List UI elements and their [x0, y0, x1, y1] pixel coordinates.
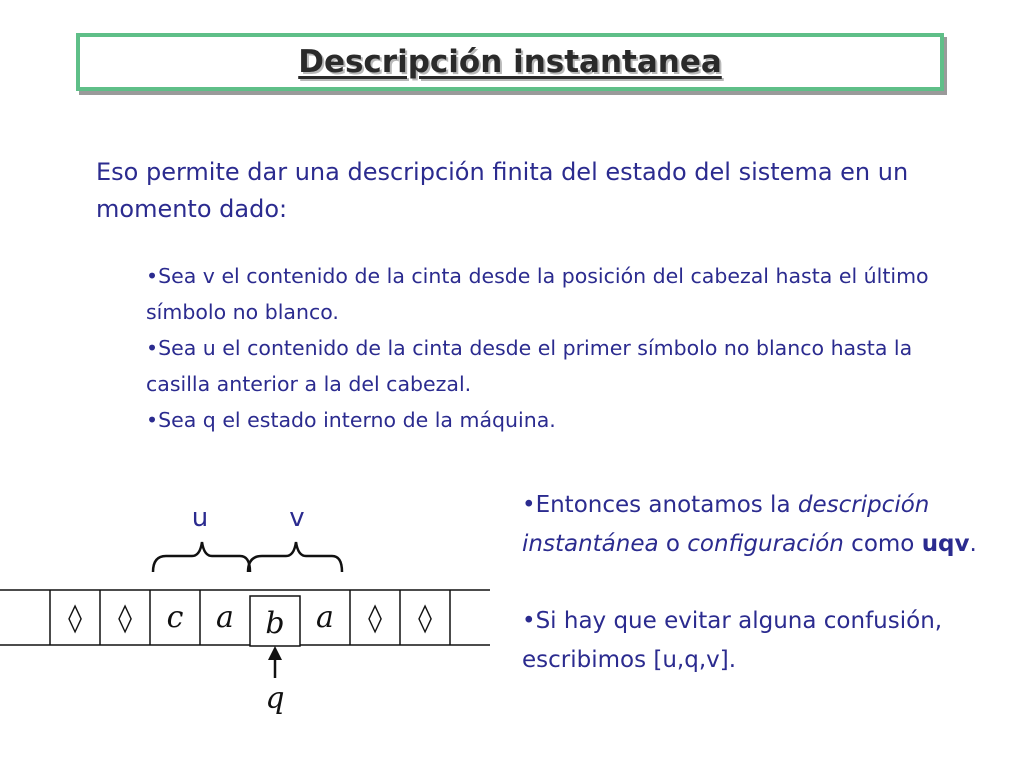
slide-title: Descripción instantanea — [298, 44, 722, 80]
bracket-paragraph: •Si hay que evitar alguna confusión, escribimos [u,q,v]. — [522, 608, 943, 673]
cell-5-head: b — [265, 606, 285, 641]
term-configuracion: configuración — [687, 531, 844, 557]
cell-7: ◊ — [368, 601, 382, 634]
bullet-u: •Sea u el contenido de la cinta desde el primer símbolo no blanco hasta la casilla anterior a la del cabezal. — [146, 336, 913, 396]
brace-v — [248, 542, 342, 572]
cell-2: ◊ — [118, 601, 132, 634]
head-arrow-tip — [268, 646, 282, 660]
cell-3: c — [166, 600, 184, 635]
brace-u — [153, 542, 250, 572]
term-descripcion: descripción instantánea — [522, 492, 930, 557]
notation-paragraph: •Entonces anotamos la descripción instantánea o configuración como uqv. — [522, 492, 977, 557]
cell-1: ◊ — [68, 601, 82, 634]
cell-4: a — [216, 600, 234, 635]
bullet-q: •Sea q el estado interno de la máquina. — [146, 408, 556, 432]
term-uqv: uqv — [921, 531, 970, 557]
notation-text — [522, 486, 1022, 680]
tape-diagram — [0, 480, 520, 720]
definition-list — [146, 258, 966, 438]
label-u: u — [191, 503, 209, 533]
title-box — [76, 33, 944, 91]
cell-6: a — [316, 600, 334, 635]
state-label-q: q — [265, 681, 285, 716]
cell-8: ◊ — [418, 601, 432, 634]
intro-paragraph: Eso permite dar una descripción finita del estado del sistema en un momento dado: — [96, 158, 909, 223]
label-v: v — [289, 503, 305, 533]
bullet-v: •Sea v el contenido de la cinta desde la posición del cabezal hasta el último símbolo no blanco. — [146, 264, 929, 324]
